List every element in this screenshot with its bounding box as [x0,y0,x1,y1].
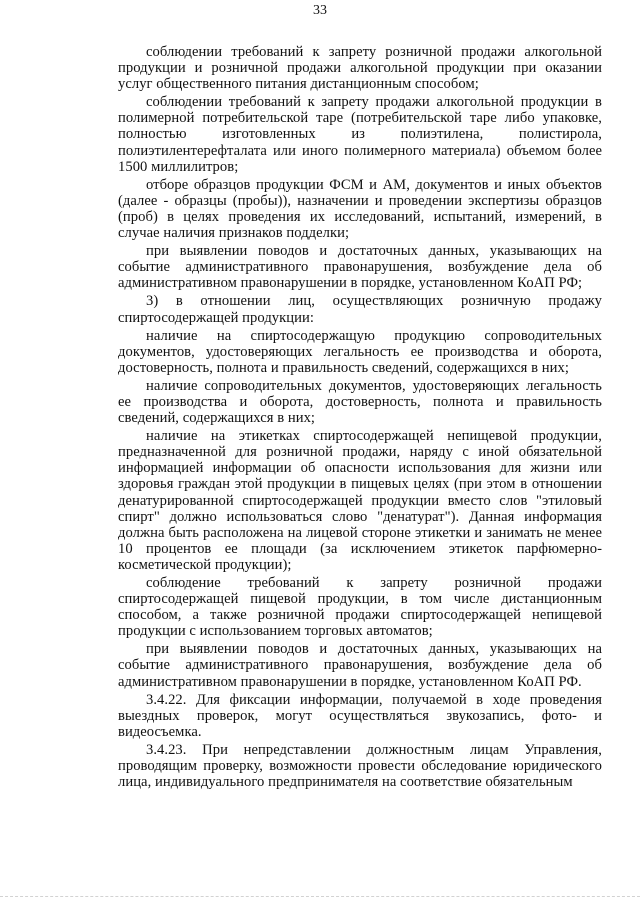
paragraph: наличие на спиртосодержащую продукцию сопроводительных документов, удостоверяющих легальность ее производства и оборота, достоверность, полнота и правильность сведений, содержащихся в них; [118,327,602,376]
paragraph: 3) в отношении лиц, осуществляющих розничную продажу спиртосодержащей продукции: [118,293,602,326]
paragraph: при выявлении поводов и достаточных данных, указывающих на событие административного правонарушения, возбуждение дела об административном правонарушении в порядке, установленном КоАП РФ. [118,641,602,690]
paragraph: наличие на этикетках спиртосодержащей непищевой продукции, предназначенной для розничной продажи, наряду с иной обязательной информацией информации об опасности использования для жизни или здоровья граждан этой продукции в пищевых целях (при этом в отношении денатурированной спиртосодержащей продукции вместо слов "этиловый спирт" должно использоваться слово "денатурат"). Данная информация должна быть расположена на лицевой стороне этикетки и занимать не менее 10 процентов ее площади (за исключением этикеток парфюмерно-косметической продукции); [118,428,602,573]
paragraph: наличие сопроводительных документов, удостоверяющих легальность ее производства и оборота, достоверность, полнота и правильность сведений, содержащихся в них; [118,377,602,427]
paragraph: соблюдении требований к запрету розничной продажи алкогольной продукции и розничной продажи алкогольной продукции при оказании услуг общественного питания дистанционным способом; [118,44,602,93]
paragraph: отборе образцов продукции ФСМ и АМ, документов и иных объектов (далее - образцы (пробы)), назначении и проведении экспертизы образцов (проб) в целях проведения их исследований, испытаний, измерений, в случае наличия признаков подделки; [118,176,602,242]
page-number: 33 [313,3,327,18]
scan-edge-marks [0,896,640,901]
paragraph: 3.4.22. Для фиксации информации, получаемой в ходе проведения выездных проверок, могут осуществляться звукозапись, фото- и видеосъемка. [118,691,602,740]
document-body [118,44,602,790]
paragraph: соблюдение требований к запрету розничной продажи спиртосодержащей пищевой продукции, в том числе дистанционным способом, а также розничной продажи спиртосодержащей непищевой продукции с использованием торговых автоматов; [118,575,602,640]
paragraph: при выявлении поводов и достаточных данных, указывающих на событие административного правонарушения, возбуждение дела об административном правонарушении в порядке, установленном КоАП РФ; [118,243,602,292]
paragraph: 3.4.23. При непредставлении должностным лицам Управления, проводящим проверку, возможности провести обследование юридического лица, индивидуального предпринимателя на соответствие обязательным [118,741,602,791]
paragraph: соблюдении требований к запрету продажи алкогольной продукции в полимерной потребительской таре (потребительской таре либо упаковке, полностью изготовленных из полиэтилена, полистирола, полиэтилентерефталата или иного полимерного материала) объемом более 1500 миллилитров; [118,94,602,175]
